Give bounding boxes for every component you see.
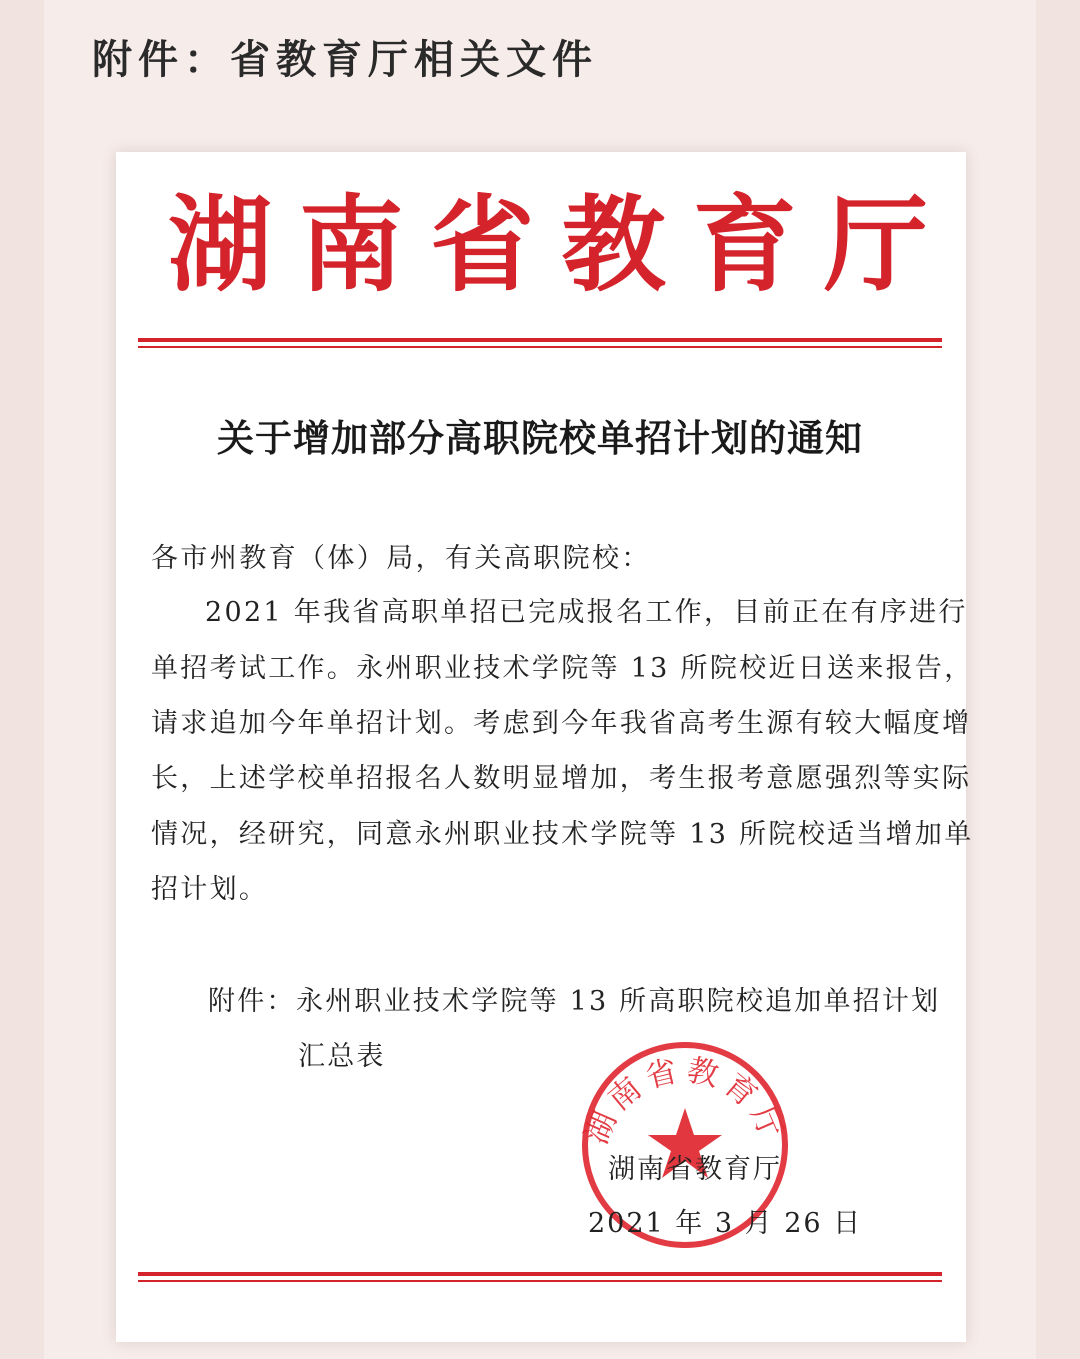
attachment-label: 附件： <box>208 986 296 1017</box>
letterhead-char: 省 <box>430 183 535 306</box>
signature-date: 2021 年 3 月 26 日 <box>588 1208 863 1239</box>
letterhead-char: 育 <box>692 183 797 306</box>
body-line: 单招考试工作。永州职业技术学院等 13 所院校近日送来报告， <box>151 653 974 684</box>
left-background-shade <box>0 0 44 1359</box>
right-background-shade <box>1036 0 1080 1359</box>
body-line: 2021 年我省高职单招已完成报名工作，目前正在有序进行 <box>205 597 968 628</box>
letterhead-rule-thick <box>138 338 942 342</box>
body-line: 长，上述学校单招报名人数明显增加，考生报考意愿强烈等实际 <box>151 763 972 794</box>
letterhead <box>168 185 928 305</box>
letterhead-rule-thin <box>138 346 942 348</box>
attachment-caption: 附件：省教育厅相关文件 <box>92 37 598 83</box>
salutation: 各市州教育（体）局，有关高职院校： <box>151 543 651 574</box>
letterhead-char: 厅 <box>823 183 928 306</box>
attachment-title-line1: 永州职业技术学院等 13 所高职院校追加单招计划 <box>296 986 941 1017</box>
body-line: 情况，经研究，同意永州职业技术学院等 13 所院校适当增加单 <box>151 819 974 850</box>
body-line: 请求追加今年单招计划。考虑到今年我省高考生源有较大幅度增 <box>151 708 972 739</box>
letterhead-char: 南 <box>299 183 404 306</box>
seal-text: 湖南省教育厅 <box>578 1052 792 1150</box>
letterhead-char: 教 <box>561 183 666 306</box>
attachment-title-line2: 汇总表 <box>298 1041 386 1072</box>
footer-rule-thin <box>138 1280 942 1282</box>
document-title: 关于增加部分高职院校单招计划的通知 <box>217 417 863 460</box>
letterhead-char: 湖 <box>168 183 273 306</box>
footer-rule-thick <box>138 1272 942 1276</box>
signature-organization: 湖南省教育厅 <box>608 1154 782 1185</box>
body-line: 招计划。 <box>151 874 269 905</box>
